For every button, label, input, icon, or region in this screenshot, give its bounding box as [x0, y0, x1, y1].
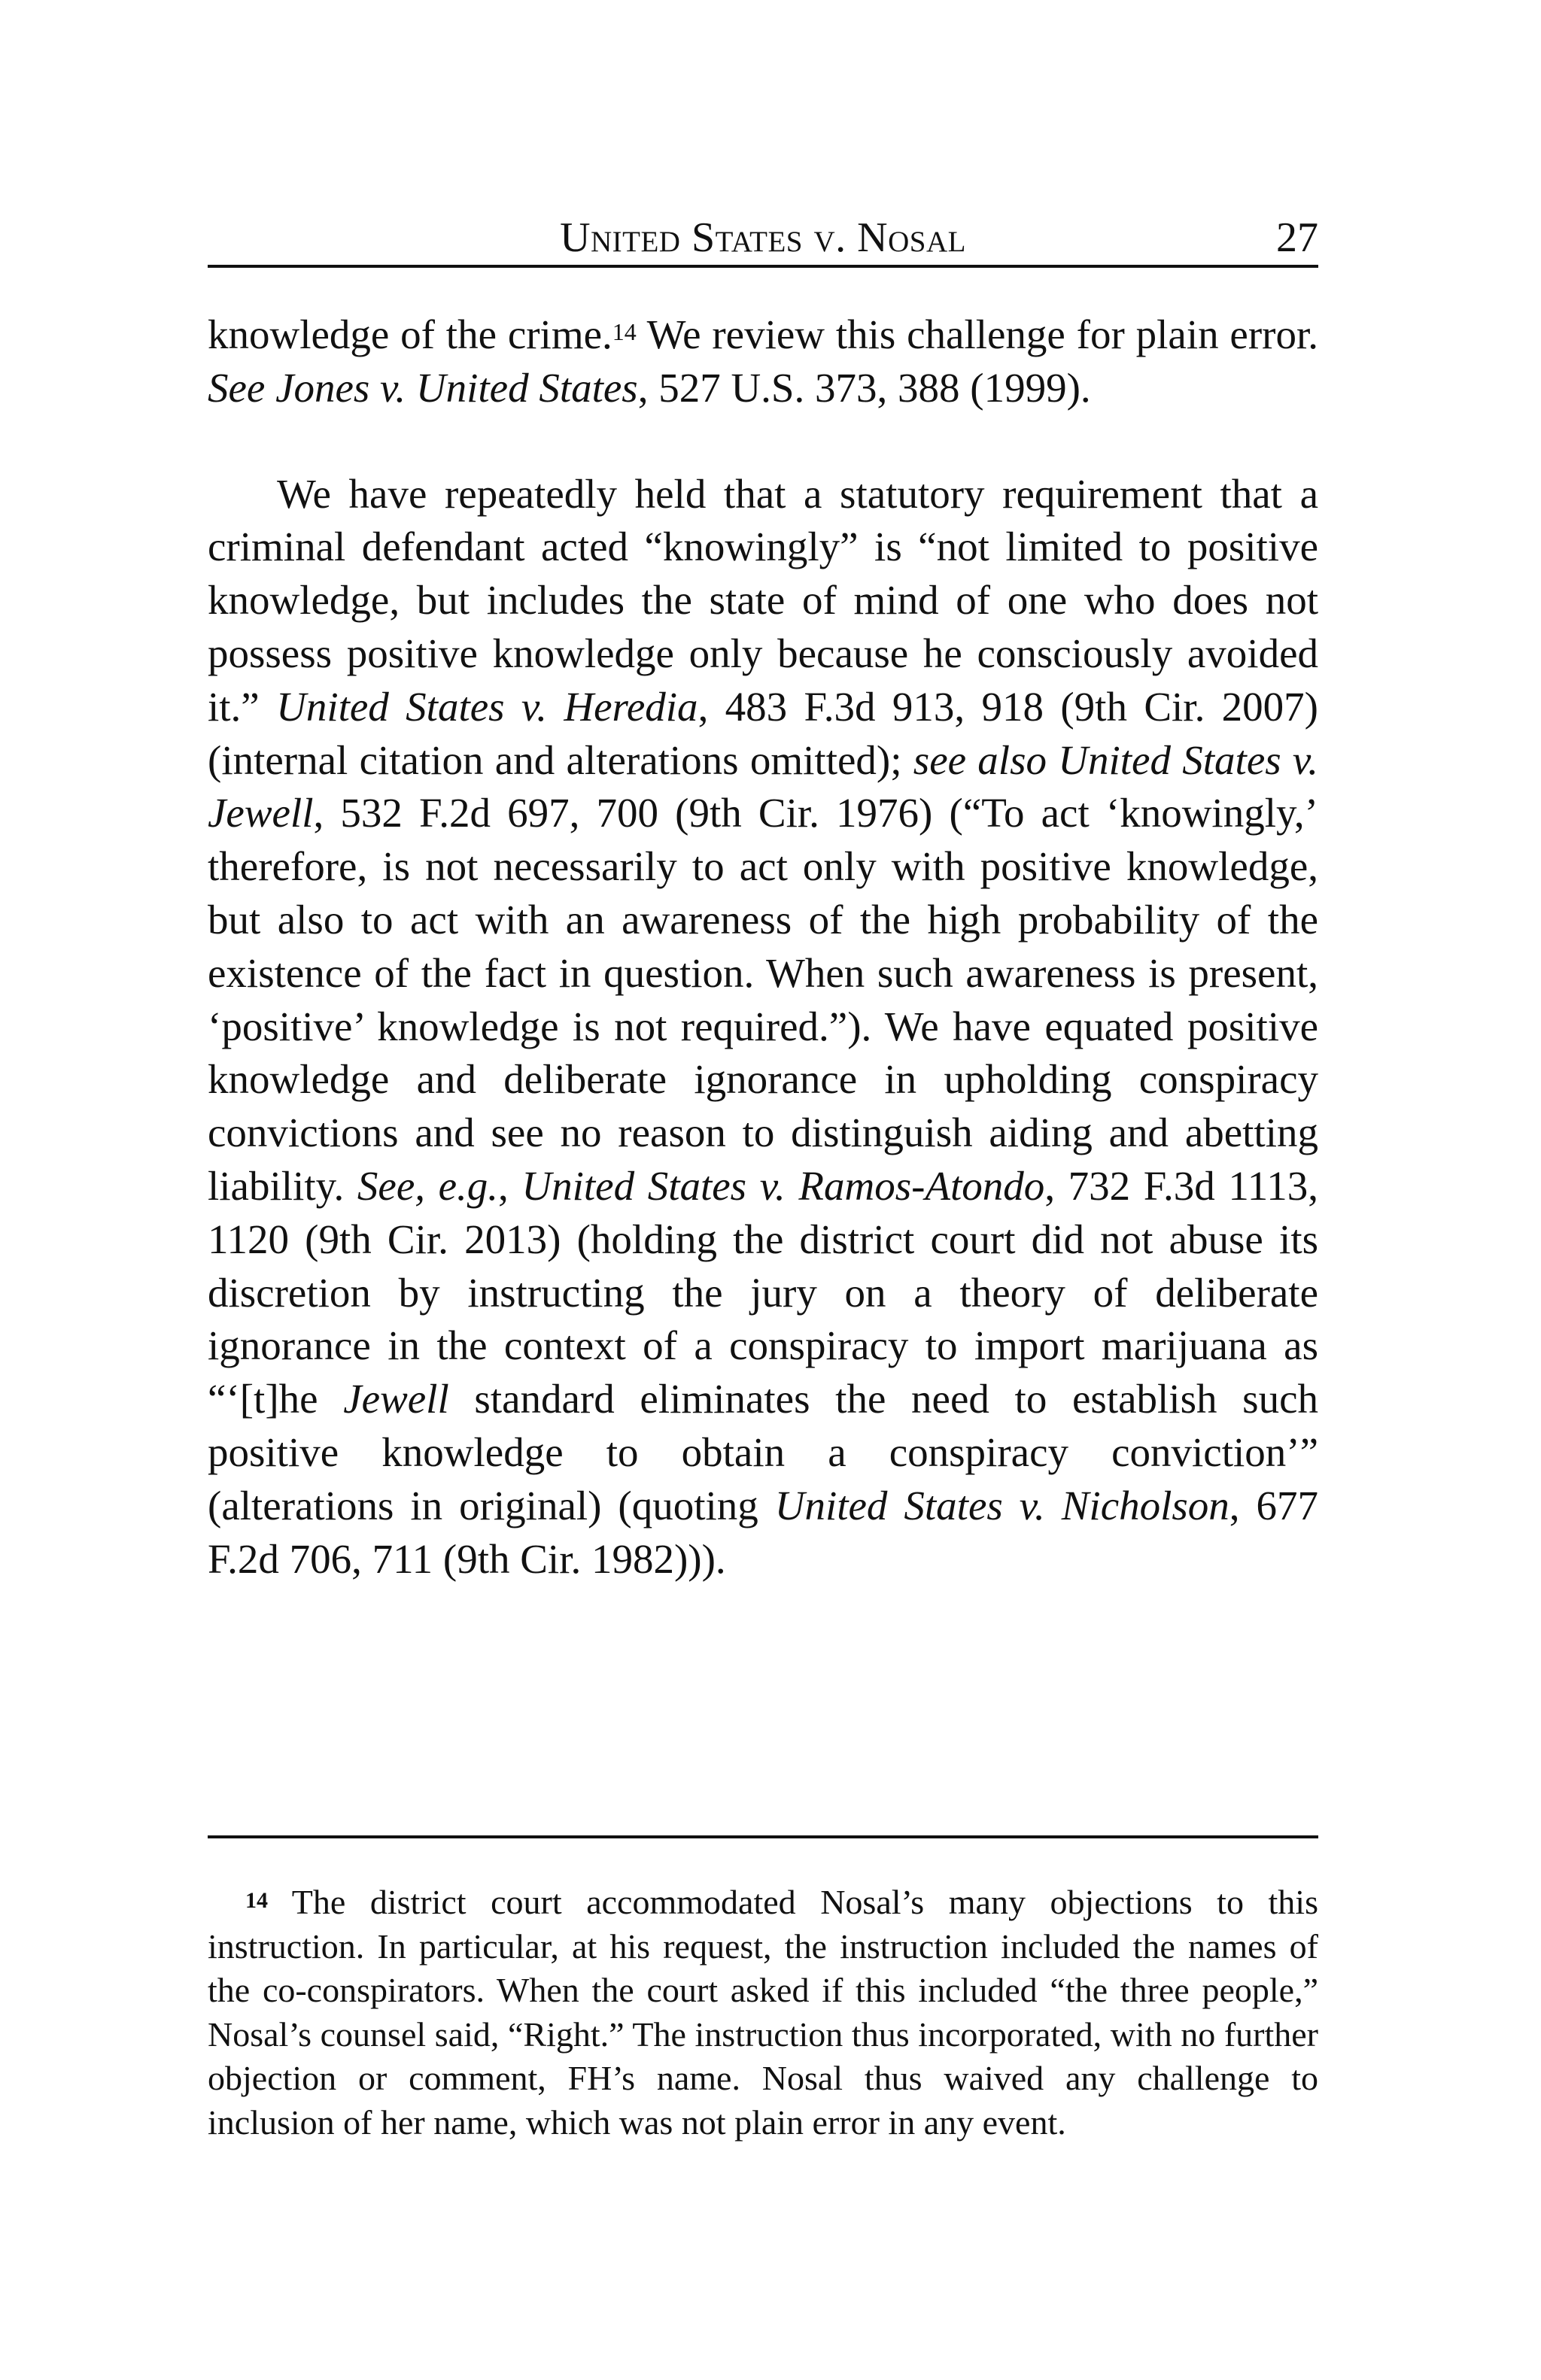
paragraph-continued [208, 308, 1318, 415]
paragraph-main [208, 468, 1318, 1586]
case-citation: United States v. Nicholson [774, 1482, 1229, 1528]
text-run: We have repeatedly held that a statutory requirement that a criminal defendant acted “knowingly” is “not limited to positive knowledge, but includes the state of mind of one who does not possess positive knowledge only because he consciously avoided it.” [208, 470, 1318, 730]
body-text [208, 308, 1318, 1586]
case-name: Jewell [343, 1376, 449, 1422]
footnote [208, 1881, 1318, 2145]
case-citation: see also United States v. Jewell [208, 736, 1318, 836]
citation-signal: See, e.g. [357, 1162, 499, 1209]
document-page [208, 0, 1318, 2380]
text-run: , 532 F.2d 697, 700 (9th Cir. 1976) (“To act ‘knowingly,’ therefore, is not necessarily to act only with positive knowledge, but also to act with an awareness of the high probability of the existence of the fact in question. When such awareness is present, ‘positive’ knowledge is not required.”). We have equated positive knowledge and deliberate ignorance in upholding conspiracy convictions and see no reason to distinguish aiding and abetting liability. [208, 790, 1318, 1209]
case-citation: United States v. Ramos-Atondo [521, 1162, 1045, 1209]
text-run: , 527 U.S. 373, 388 (1999). [637, 364, 1091, 411]
text-run: knowledge of the crime. [208, 311, 612, 357]
running-header [208, 211, 1318, 268]
text-run: standard eliminates the need to establish such positive knowledge to obtain a conspiracy conviction’” (alterations in original) (quoting [208, 1376, 1318, 1528]
text-run: , 677 F.2d 706, 711 (9th Cir. 1982))). [208, 1482, 1318, 1582]
text-run: , [498, 1162, 522, 1209]
footnote-number: 14 [245, 1888, 268, 1913]
text-run: , 732 F.3d 1113, 1120 (9th Cir. 2013) (holding the district court did not abuse its discretion by instructing the jury on a theory of deliberate ignorance in the context of a conspiracy to import marijuana as “‘[t]he [208, 1162, 1319, 1422]
footnote-divider [208, 1835, 1318, 1838]
case-citation: United States v. Heredia [276, 683, 698, 730]
text-run: , 483 F.3d 913, 918 (9th Cir. 2007) (internal citation and alterations omitted); [208, 683, 1318, 783]
case-citation: See Jones v. United States [208, 364, 638, 411]
footnote-reference: 14 [612, 318, 637, 345]
running-title: United States v. Nosal [560, 214, 966, 261]
page-number: 27 [1276, 214, 1318, 261]
footnote-text: The district court accommodated Nosal’s many objections to this instruction. In particular, at his request, the instruction included the names of the co-conspirators. When the court asked if this included “the three people,” Nosal’s counsel said, “Right.” The instruction thus incorporated, with no further objection or comment, FH’s name. Nosal thus waived any challenge to inclusion of her name, which was not plain error in any event. [208, 1883, 1318, 2142]
text-run: We review this challenge for plain error. [636, 311, 1319, 357]
